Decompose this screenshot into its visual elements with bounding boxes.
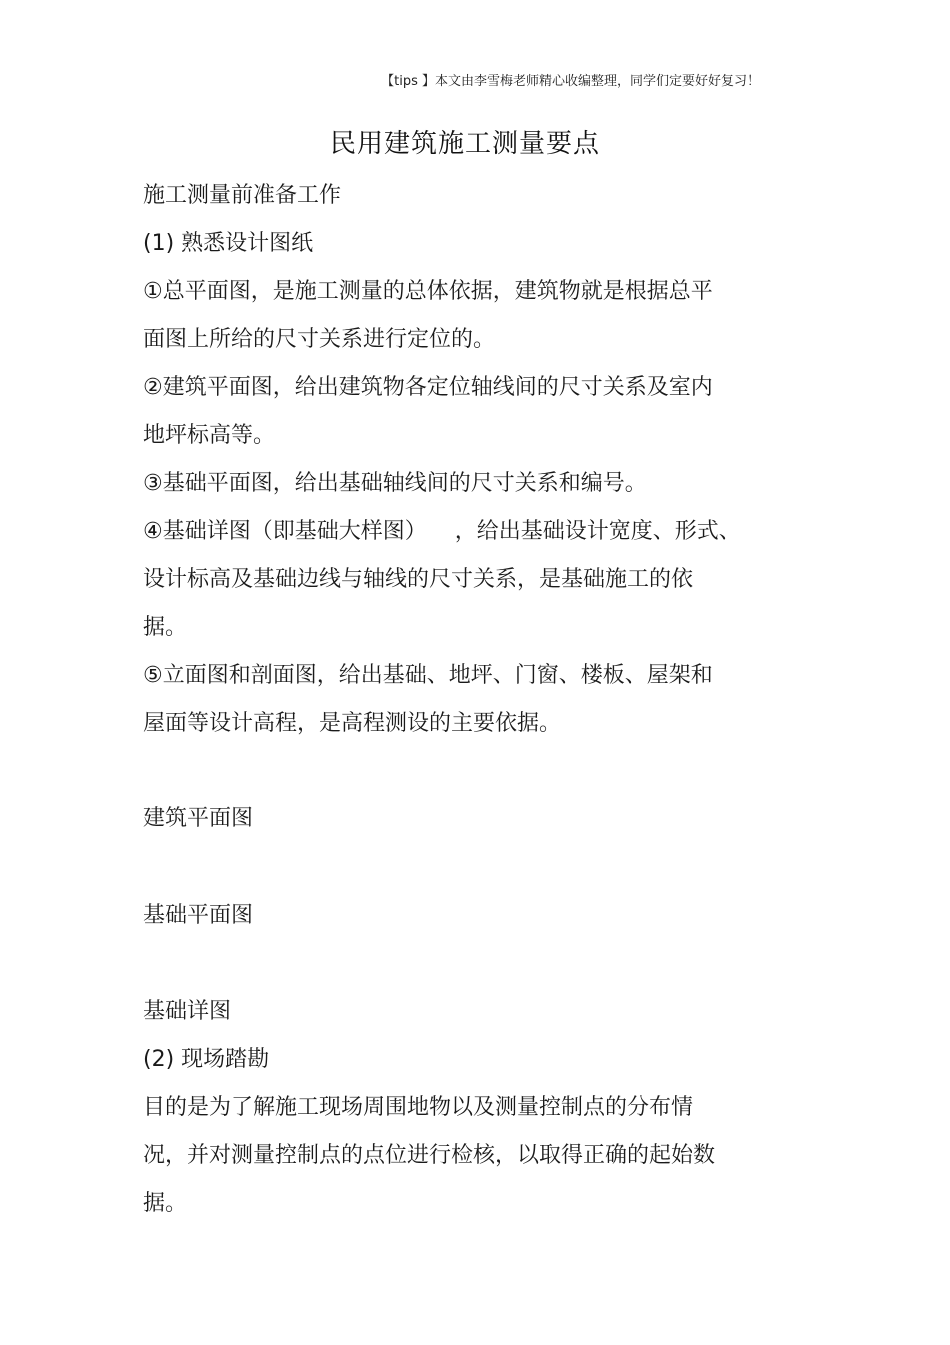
- paragraph-line: 屋面等设计高程，是高程测设的主要依据。: [143, 711, 562, 736]
- paragraph-line: 据。: [143, 1191, 188, 1216]
- paragraph-line: 面图上所给的尺寸关系进行定位的。: [143, 327, 496, 352]
- document-title: 民用建筑施工测量要点: [329, 129, 600, 159]
- subsection-heading: (2) 现场踏勘: [143, 1047, 270, 1072]
- figure-caption: 建筑平面图: [143, 806, 254, 831]
- paragraph-line: 目的是为了解施工现场周围地物以及测量控制点的分布情: [143, 1095, 694, 1120]
- paragraph-line: ①总平面图，是施工测量的总体依据，建筑物就是根据总平: [143, 279, 713, 304]
- paragraph-line: 况，并对测量控制点的点位进行检核，以取得正确的起始数: [143, 1143, 716, 1168]
- paragraph-line: 设计标高及基础边线与轴线的尺寸关系，是基础施工的依: [143, 567, 694, 592]
- tips-header: 【tips 】本文由李雪梅老师精心收编整理，同学们定要好好复习！: [381, 74, 760, 89]
- paragraph-line: ④基础详图（即基础大样图） ，给出基础设计宽度、形式、: [143, 519, 741, 544]
- figure-caption: 基础详图: [143, 999, 232, 1024]
- paragraph-line: ②建筑平面图，给出建筑物各定位轴线间的尺寸关系及室内: [143, 375, 713, 400]
- section-heading: 施工测量前准备工作: [143, 183, 342, 208]
- paragraph-line: ③基础平面图，给出基础轴线间的尺寸关系和编号。: [143, 471, 647, 496]
- figure-caption: 基础平面图: [143, 903, 254, 928]
- subsection-heading: (1) 熟悉设计图纸: [143, 231, 314, 256]
- paragraph-line: ⑤立面图和剖面图，给出基础、地坪、门窗、楼板、屋架和: [143, 663, 713, 688]
- paragraph-line: 据。: [143, 615, 188, 640]
- paragraph-line: 地坪标高等。: [143, 423, 276, 448]
